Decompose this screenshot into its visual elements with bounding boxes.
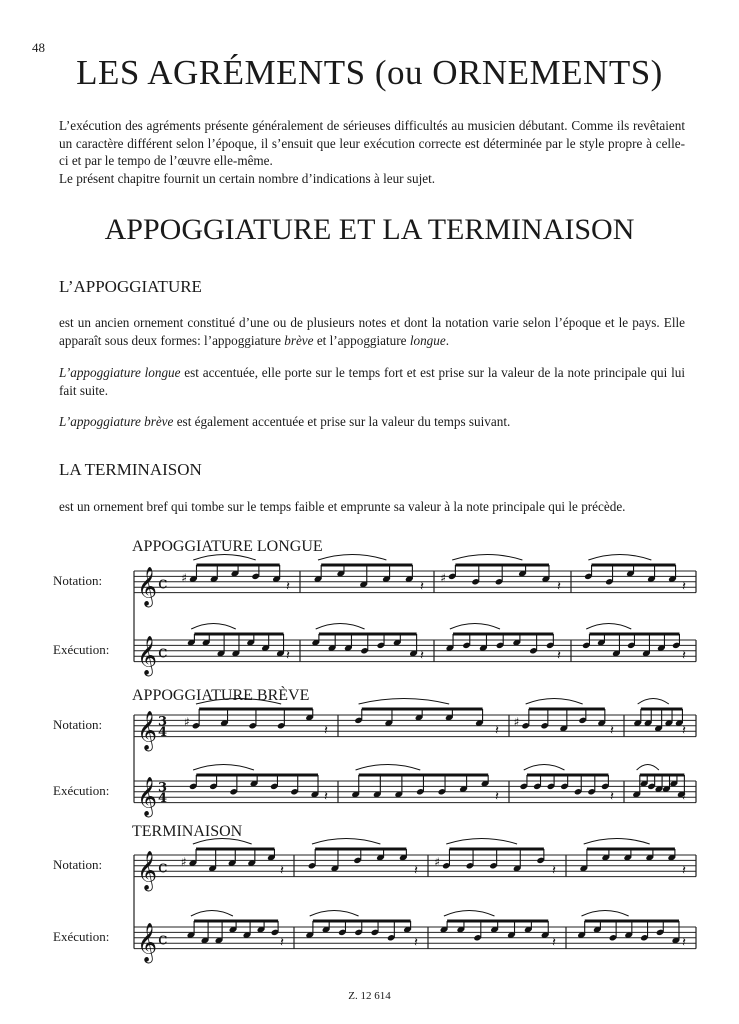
slur [586, 624, 631, 630]
rest-icon: 𝄽 [420, 579, 424, 595]
execution-staff [134, 624, 696, 677]
rest-icon: 𝄽 [557, 648, 561, 664]
appoggiature-heading: L’APPOGGIATURE [59, 277, 202, 296]
rest-icon: 𝄽 [324, 789, 328, 805]
rest-icon: 𝄽 [552, 863, 556, 879]
slur [312, 839, 380, 845]
notation-label: Notation: [53, 717, 103, 733]
slur [193, 555, 255, 561]
time-signature: c [158, 929, 168, 950]
main-title: LES AGRÉMENTS (ou ORNEMENTS) [76, 53, 663, 92]
sharp-icon: ♯ [181, 570, 188, 585]
execution-label: Exécution: [53, 929, 110, 945]
rest-icon: 𝄽 [280, 935, 284, 951]
rest-icon: 𝄽 [682, 648, 686, 664]
sharp-icon: ♯ [434, 854, 441, 869]
sharp-icon: ♯ [183, 714, 190, 729]
slur [452, 555, 522, 561]
treble-clef-icon: 𝄞 [137, 710, 158, 751]
slur [310, 911, 359, 917]
execution-label: Exécution: [53, 642, 110, 658]
appoggiature-paragraph-1: est un ancien ornement constitué d’une ou de plusieurs notes et dont la notation varie selon l’époque et le pays. Elle apparaît sous deux formes: l’appoggiature brève et l’appoggiature longue. [59, 315, 685, 348]
rest-icon: 𝄽 [420, 648, 424, 664]
treble-clef-icon: 𝄞 [137, 850, 158, 891]
slur [584, 839, 650, 845]
slur [191, 911, 233, 917]
appoggiature-breve-paragraph: L’appoggiature brève est également accentuée et prise sur la valeur du temps suivant. [59, 414, 511, 429]
terminaison-heading: LA TERMINAISON [59, 460, 202, 479]
time-signature-top: 3 [158, 714, 168, 730]
slur [526, 699, 583, 705]
slur [193, 765, 254, 771]
treble-clef-icon: 𝄞 [137, 566, 158, 607]
example-title: TERMINAISON [132, 823, 243, 840]
catalogue-number: Z. 12 614 [348, 990, 391, 1002]
rest-icon: 𝄽 [495, 789, 499, 805]
notation-label: Notation: [53, 857, 103, 873]
rest-icon: 𝄽 [610, 789, 614, 805]
time-signature: c [158, 642, 168, 663]
execution-staff [134, 765, 696, 818]
time-signature-top: 3 [158, 780, 168, 796]
page-number: 48 [32, 40, 45, 55]
rest-icon: 𝄽 [286, 579, 290, 595]
treble-clef-icon: 𝄞 [137, 635, 158, 676]
rest-icon: 𝄽 [324, 723, 328, 739]
rest-icon: 𝄽 [610, 723, 614, 739]
slur [356, 765, 421, 771]
slur [637, 765, 659, 771]
intro-paragraph-2: Le présent chapitre fournit un certain nombre d’indications à leur sujet. [59, 170, 436, 186]
intro-paragraph-1: L’exécution des agréments présente généralement de sérieuses difficultés au musicien débutant. Comme ils revêtaient un caractère différent selon l’époque, il s’ensuit que leur exécution correcte est déterminée par le style propre à celle-ci et par le tempo de l’œuvre elle-même. [59, 118, 685, 169]
time-signature-bottom: 4 [158, 725, 168, 741]
rest-icon: 𝄽 [682, 723, 686, 739]
time-signature: c [158, 857, 168, 878]
rest-icon: 𝄽 [414, 863, 418, 879]
rest-icon: 𝄽 [682, 579, 686, 595]
sharp-icon: ♯ [180, 854, 187, 869]
slur [582, 911, 629, 917]
treble-clef-icon: 𝄞 [137, 922, 158, 963]
slur [588, 555, 651, 561]
section-title: APPOGGIATURE ET LA TERMINAISON [104, 213, 635, 246]
execution-label: Exécution: [53, 783, 110, 799]
slur [316, 624, 365, 630]
time-signature: c [158, 573, 168, 594]
rest-icon: 𝄽 [682, 789, 686, 805]
notation-staff [134, 839, 696, 892]
rest-icon: 𝄽 [557, 579, 561, 595]
sharp-icon: ♯ [440, 570, 447, 585]
notation-staff [134, 555, 696, 608]
slur [446, 839, 517, 845]
slur [318, 555, 386, 561]
rest-icon: 𝄽 [682, 935, 686, 951]
example-title: APPOGGIATURE LONGUE [132, 538, 323, 555]
notation-staff [134, 699, 696, 752]
terminaison-paragraph: est un ornement bref qui tombe sur le temps faible et emprunte sa valeur à la note principale qui le précède. [59, 499, 626, 514]
rest-icon: 𝄽 [280, 863, 284, 879]
slur [191, 624, 236, 630]
appoggiature-longue-paragraph: L’appoggiature longue est accentuée, elle porte sur le temps fort et est prise sur la valeur de la note principale qui lui fait suite. [59, 365, 686, 398]
example-title: APPOGGIATURE BRÈVE [132, 687, 310, 704]
rest-icon: 𝄽 [682, 863, 686, 879]
notation-label: Notation: [53, 573, 103, 589]
slur [359, 699, 450, 705]
rest-icon: 𝄽 [286, 648, 290, 664]
rest-icon: 𝄽 [495, 723, 499, 739]
rest-icon: 𝄽 [414, 935, 418, 951]
sharp-icon: ♯ [513, 714, 520, 729]
slur [450, 624, 500, 630]
rest-icon: 𝄽 [552, 935, 556, 951]
execution-staff [134, 911, 696, 964]
slur [524, 765, 565, 771]
treble-clef-icon: 𝄞 [137, 776, 158, 817]
slur [444, 911, 495, 917]
slur [638, 699, 669, 705]
time-signature-bottom: 4 [158, 791, 168, 807]
